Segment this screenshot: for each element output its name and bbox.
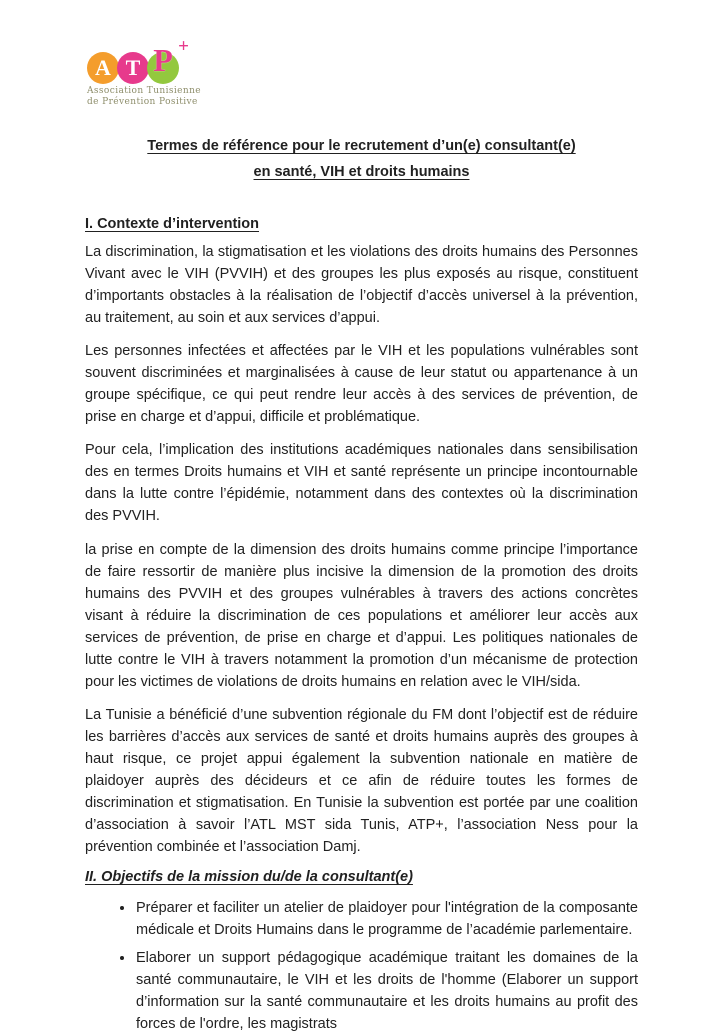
paragraph-prise-en-compte: la prise en compte de la dimension des droits humains comme principe l’importance de faire ressortir de manière plus incisive la dimension de la promotion des droits humains des PVVIH et des groupes vulnérables à travers des actions concrètes visant à réduire la discrimination de ces populations et améliorer leur accès aux services de prévention, de prise en charge et d’appui. Les politiques nationales de lutte contre le VIH à travers notamment la promotion d’un mécanisme de protection pour les victimes de violations de droits humains en relation avec le VIH/sida. (85, 542, 638, 690)
paragraph-subvention-fm: La Tunisie a bénéficié d’une subvention régionale du FM dont l’objectif est de réduire les barrières d’accès aux services de santé et droits humains auprès des groupes à haut risque, ce projet appui également la subvention nationale en matière de plaidoyer auprès des décideurs et ce afin de réduire toutes les formes de discrimination et stigmatisation. En Tunisie la subvention est portée par une coalition d’association à savoir l’ATL MST sida Tunis, ATP+, l’association Ness pour la prévention combinée et l’association Damj. (85, 707, 638, 855)
atp-logo (87, 36, 207, 108)
paragraph-implication-institutions: Pour cela, l’implication des institutions académiques nationales dans sensibilisation des en termes Droits humains et VIH et santé représente un principe incontournable dans la lutte contre l’épidémie, notamment dans des contextes où la discrimination des PVVIH. (85, 442, 638, 524)
logo-letter-a: A (95, 55, 111, 80)
document-title-line1: Termes de référence pour le recrutement d’un(e) consultant(e) (147, 138, 576, 154)
document-title-line2: en santé, VIH et droits humains (253, 164, 470, 180)
section-heading-context: I. Contexte d’intervention (85, 216, 260, 232)
logo-circle-pink (117, 52, 149, 84)
document-title (85, 138, 638, 180)
section-heading-objectifs: II. Objectifs de la mission du/de la consultant(e) (85, 869, 413, 885)
paragraph-personnes-infectees: Les personnes infectées et affectées par le VIH et les populations vulnérables sont souvent discriminées et marginalisées à cause de leur statut ou appartenance à un groupe spécifique, ce qui peut rendre leur accès à des services de prévention, de prise en charge et d’appui, difficile et problématique. (85, 343, 638, 425)
logo-circle-orange (87, 52, 119, 84)
objectives-list (85, 897, 638, 1035)
plus-icon: + (178, 36, 189, 57)
logo-circle-green (147, 42, 179, 84)
paragraph-discrimination: La discrimination, la stigmatisation et les violations des droits humains des Personnes Vivant avec le VIH (PVVIH) et des groupes les plus exposés au risque, constituent d’importants obstacles à la réalisation de l’objectif d’accès universel à la prévention, au traitement, au soin et aux services d’appui. (85, 244, 638, 326)
objective-item-support: • Elaborer un support pédagogique académique traitant les domaines de la santé communautaire, le VIH et les droits de l'homme (Elaborer un support d’information sur la santé communautaire et les droits humains au profit des forces de l'ordre, les magistrats (135, 947, 638, 1035)
logo-letter-t: T (125, 55, 141, 80)
logo-circles (87, 36, 191, 86)
logo-subtitle-line2: de Prévention Positive (87, 97, 198, 107)
objective-item-atelier: • Préparer et faciliter un atelier de plaidoyer pour l'intégration de la composante médicale et Droits Humains dans le programme de l’académie parlementaire. (135, 897, 638, 941)
logo-letter-p: P (153, 42, 173, 78)
logo-subtitle-line1: Association Tunisienne (87, 86, 202, 96)
